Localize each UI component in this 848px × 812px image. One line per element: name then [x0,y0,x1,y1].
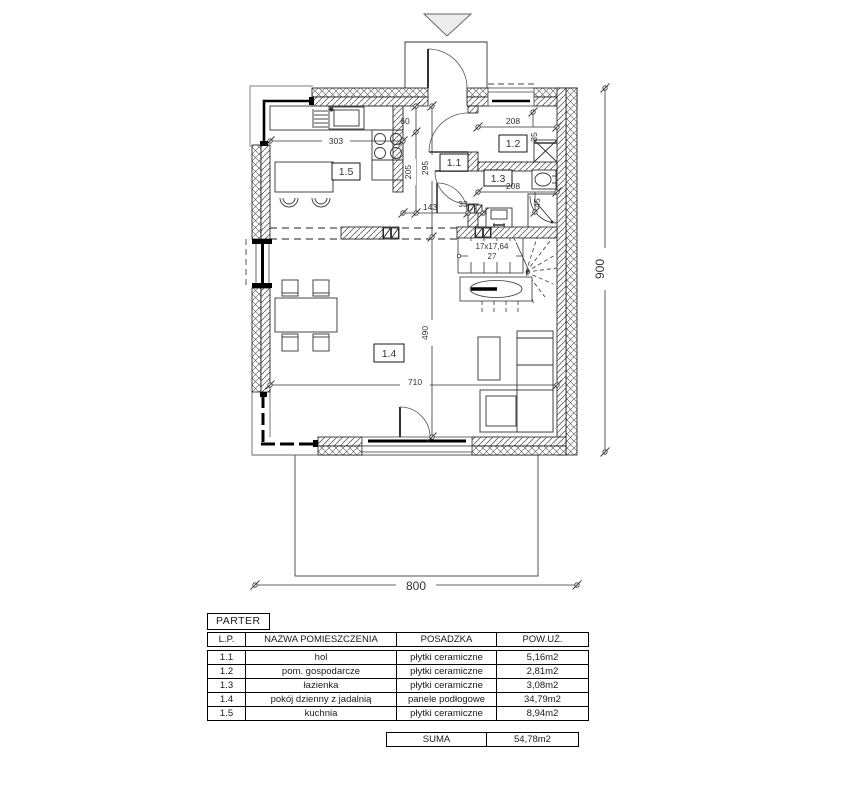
dim-hall-width: 143 [422,202,438,212]
terrace [295,455,538,576]
cell-area: 8,94m2 [497,707,589,721]
window-top-right [488,84,534,106]
legend [207,611,589,747]
window-left [246,239,272,288]
dim-overall-width: 800 [405,579,427,593]
cell-area: 34,79m2 [497,693,589,707]
legend-sum-table [386,732,579,747]
dim-overall-height: 900 [593,258,607,280]
washing-machine [534,140,557,162]
kitchen-island [275,162,333,192]
door-hall-to-utility [429,113,468,152]
dim-kitchen-width: 303 [328,136,344,146]
legend-col-name: NAZWA POMIESZCZENIA [246,633,397,647]
cell-floor: płytki ceramiczne [397,651,497,665]
legend-row [208,693,589,707]
dim-room13-width: 208 [505,181,521,191]
cell-area: 2,81m2 [497,665,589,679]
cell-lp: 1.4 [208,693,246,707]
dining-table [275,280,337,351]
cell-floor: panele podłogowe [397,693,497,707]
stairs-tread-label: 27 [487,252,497,261]
terrace-swing-door [400,407,430,437]
entrance-arrow-icon [424,14,471,36]
legend-header-row [208,633,589,647]
dim-room12-offset: 35 [529,132,539,142]
dim-entry-wall: 205 [403,164,413,180]
room-label-utility [499,135,527,152]
coffee-table [478,337,500,380]
sum-value: 54,78m2 [487,733,579,747]
cell-floor: płytki ceramiczne [397,665,497,679]
cell-area: 3,08m2 [497,679,589,693]
legend-col-area: POW.UŻ. [497,633,589,647]
entrance-porch [405,42,487,88]
kitchen-sink [313,107,364,129]
dim-hall-stub: 33 [458,199,468,209]
legend-row [208,651,589,665]
cell-name: łazienka [246,679,397,693]
interior-walls [338,106,557,239]
room-label-living [374,344,404,362]
entrance-door [428,49,467,88]
stairs-steps-label: 17x17,64 [475,242,509,251]
svg-text:1.1: 1.1 [446,157,462,169]
cell-lp: 1.2 [208,665,246,679]
bar-stools [280,198,330,207]
legend-title: PARTER [216,615,261,627]
cell-name: kuchnia [246,707,397,721]
dim-entry-offset: 60 [400,116,410,126]
terrace-slider-door [362,437,472,452]
legend-sum-row [387,733,579,747]
svg-text:1.2: 1.2 [505,138,521,150]
legend-body-table [207,650,589,721]
cell-floor: płytki ceramiczne [397,707,497,721]
legend-col-lp: L.P. [208,633,246,647]
cell-floor: płytki ceramiczne [397,679,497,693]
cell-lp: 1.5 [208,707,246,721]
cell-name: pom. gospodarcze [246,665,397,679]
cell-area: 5,16m2 [497,651,589,665]
corner-glazing-bottom-left [252,392,318,455]
room-label-hall [440,154,468,171]
corner-window-top-left [250,86,314,147]
room-label-kitchen [332,163,360,180]
svg-text:1.3: 1.3 [490,173,506,185]
svg-text:1.4: 1.4 [381,348,397,360]
dim-living-width: 710 [407,377,423,387]
cell-lp: 1.3 [208,679,246,693]
dim-room12-width: 208 [505,116,521,126]
legend-row [208,707,589,721]
toilet [486,208,512,227]
bathroom-sink [532,170,556,189]
svg-text:1.5: 1.5 [338,166,354,178]
cell-name: pokój dzienny z jadalnią [246,693,397,707]
dim-room13-offset: 45 [532,198,542,208]
legend-title-box [207,613,270,630]
sum-label: SUMA [387,733,487,747]
cell-name: hol [246,651,397,665]
legend-col-floor: POSADZKA [397,633,497,647]
legend-row [208,679,589,693]
dim-hall-height: 295 [420,160,430,176]
legend-row [208,665,589,679]
dim-living-height: 490 [420,325,430,341]
cell-lp: 1.1 [208,651,246,665]
legend-header-table [207,632,589,647]
